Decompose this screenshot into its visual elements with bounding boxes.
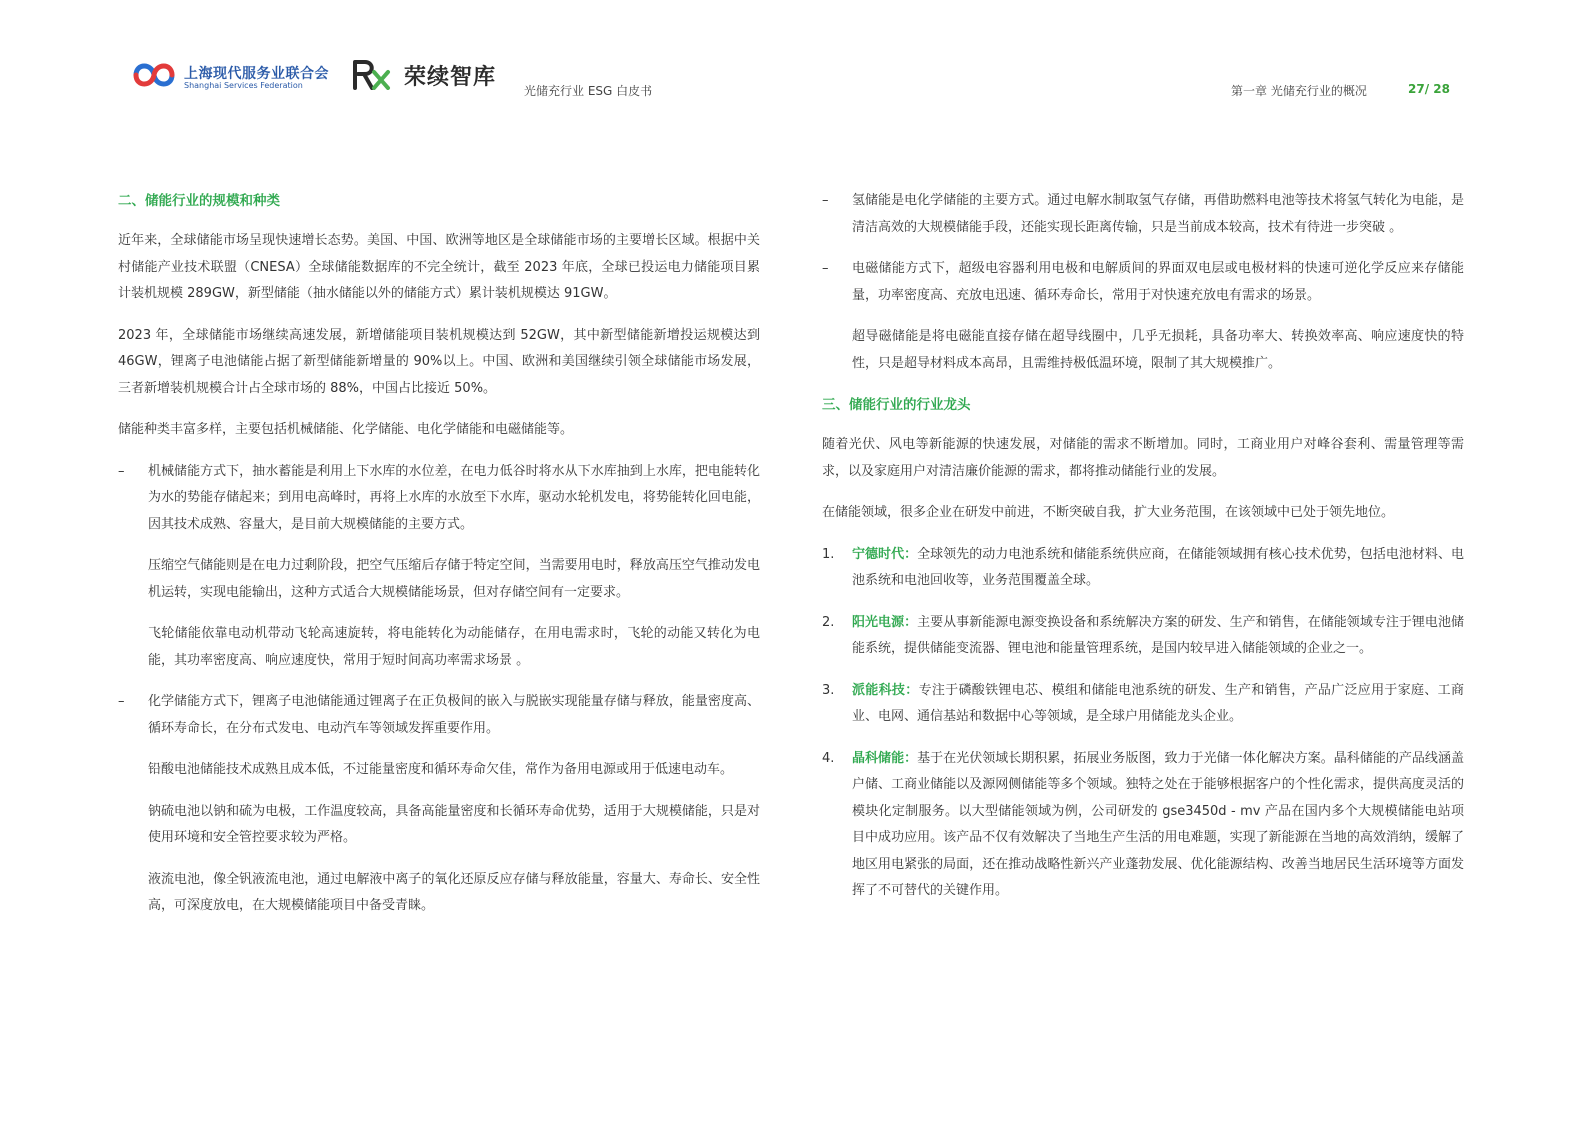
list-item-electromagnetic (822, 256, 1464, 309)
chemical-storage-text: 化学储能方式下，锂离子电池储能通过锂离子在正负极间的嵌入与脱嵌实现能量存储与释放，能量密度高、循环寿命长，在分布式发电、电动汽车等领域发挥重要作用。 (148, 694, 760, 736)
bullet-dash: – (118, 694, 125, 709)
paragraph-2023-market: 2023 年，全球储能市场继续高速发展，新增储能项目装机规模达到 52GW，其中新型储能新增投运规模达到 46GW，锂离子电池储能占据了新型储能新增量的 90%以上。中国、欧洲和美国继续引领全球储能市场发展，三者新增装机规模合计占全球市场的 88%，中国占比接近 50%。 (118, 327, 760, 396)
company-description: 主要从事新能源电源变换设备和系统解决方案的研发、生产和销售，在储能领域专注于锂电池储能系统，提供储能变流器、锂电池和能量管理系统，是国内较早进入储能领域的企业之一。 (852, 614, 1464, 656)
mechanical-storage-text: 机械储能方式下，抽水蓄能是利用上下水库的水位差，在电力低谷时将水从下水库抽到上水库，把电能转化为水的势能存储起来；到用电高峰时，再将上水库的水放至下水库，驱动水轮机发电，将势能转化回电能，因其技术成熟、容量大，是目前大规模储能的主要方式。 (148, 463, 760, 532)
flywheel-text: 飞轮储能依靠电动机带动飞轮高速旋转，将电能转化为动能储存，在用电需求时，飞轮的动能又转化为电能，其功率密度高、响应速度快，常用于短时间高功率需求场景 。 (148, 626, 760, 668)
right-column (822, 188, 1464, 920)
document-title: 光储充行业 ESG 白皮书 (524, 84, 653, 98)
chapter-title: 第一章 光储充行业的概况 (1231, 84, 1367, 98)
company-name: 晶科储能： (852, 750, 918, 766)
list-number: 3. (822, 682, 835, 698)
company-description: 专注于磷酸铁锂电芯、模组和储能电池系统的研发、生产和销售，产品广泛应用于家庭、工商业、电网、通信基站和数据中心等领域，是全球户用储能龙头企业。 (852, 682, 1464, 724)
lead-acid-text: 铅酸电池储能技术成熟且成本低，不过能量密度和循环寿命欠佳，常作为备用电源或用于低速电动车。 (148, 762, 734, 777)
electromagnetic-storage-text: 电磁储能方式下，超级电容器利用电极和电解质间的界面双电层或电极材料的快速可逆化学反应来存储能量，功率密度高、充放电迅速、循环寿命长，常用于对快速充放电有需求的场景。 (852, 261, 1464, 303)
bullet-dash: – (822, 193, 829, 208)
paragraph-demand: 随着光伏、风电等新能源的快速发展，对储能的需求不断增加。同时，工商业用户对峰谷套利、需量管理等需求，以及家庭用户对清洁廉价能源的需求，都将推动储能行业的发展。 (822, 437, 1464, 479)
list-item-company (822, 610, 1464, 663)
company-name: 阳光电源： (852, 614, 918, 630)
federation-knot-icon (130, 57, 178, 93)
rongxu-name: 荣续智库 (404, 65, 497, 90)
list-item-company (822, 542, 1464, 595)
company-description: 全球领先的动力电池系统和储能系统供应商，在储能领域拥有核心技术优势，包括电池材料、电池系统和电池回收等，业务范围覆盖全球。 (852, 546, 1464, 588)
flow-battery-text: 液流电池，像全钒液流电池，通过电解液中离子的氧化还原反应存储与释放能量，容量大、寿命长、安全性高，可深度放电，在大规模储能项目中备受青睐。 (148, 871, 760, 913)
shanghai-services-federation-logo (130, 57, 330, 97)
section-heading-scale: 二、储能行业的规模和种类 (118, 193, 280, 209)
left-column (118, 188, 760, 935)
paragraph-market-growth: 近年来，全球储能市场呈现快速增长态势。美国、中国、欧洲等地区是全球储能市场的主要增长区域。根据中关村储能产业技术联盟（CNESA）全球储能数据库的不完全统计，截至 2023 年底，全球已投运电力储能项目累计装机规模 289GW，新型储能（抽水储能以外的储能方式）累计装机规模达 91GW。 (118, 233, 760, 301)
company-description: 基于在光伏领域长期积累，拓展业务版图，致力于光储一体化解决方案。晶科储能的产品线涵盖户储、工商业储能以及源网侧储能等多个领域。独特之处在于能够根据客户的个性化需求，提供高度灵活的模块化定制服务。以大型储能领域为例，公司研发的 gse3450d - mv 产品在国内多个大规模储能电站项目中成功应用。该产品不仅有效解决了当地生产生活的用电难题，实现了新能源在当地的高效消纳，缓解了地区用电紧张的局面，还在推动战略性新兴产业蓬勃发展、优化能源结构、改善当地居民生活环境等方面发挥了不可替代的关键作用。 (852, 750, 1464, 898)
company-name: 宁德时代： (852, 546, 918, 562)
hydrogen-storage-text: 氢储能是电化学储能的主要方式。通过电解水制取氢气存储，再借助燃料电池等技术将氢气转化为电能，是清洁高效的大规模储能手段，还能实现长距离传输，只是当前成本较高，技术有待进一步突破 。 (852, 193, 1464, 235)
section-heading-leaders: 三、储能行业的行业龙头 (822, 397, 971, 413)
list-number: 1. (822, 546, 835, 562)
bullet-dash: – (822, 261, 829, 276)
sodium-sulfur-text: 钠硫电池以钠和硫为电极，工作温度较高，具备高能量密度和长循环寿命优势，适用于大规模储能，只是对使用环境和安全管控要求较为严格。 (148, 803, 760, 845)
list-item-company (822, 746, 1464, 905)
compressed-air-text: 压缩空气储能则是在电力过剩阶段，把空气压缩后存储于特定空间，当需要用电时，释放高压空气推动发电机运转，实现电能输出，这种方式适合大规模储能场景，但对存储空间有一定要求。 (148, 558, 760, 600)
rx-mark-icon (352, 58, 392, 90)
federation-name-cn: 上海现代服务业联合会 (184, 66, 329, 82)
rongxu-think-tank-logo (352, 56, 522, 96)
list-item-mechanical (118, 459, 760, 539)
paragraph-storage-types: 储能种类丰富多样，主要包括机械储能、化学储能、电化学储能和电磁储能等。 (118, 422, 574, 437)
paragraph-leading-firms: 在储能领域，很多企业在研发中前进，不断突破自我，扩大业务范围，在该领域中已处于领先地位。 (822, 505, 1395, 520)
list-number: 4. (822, 750, 835, 766)
list-number: 2. (822, 614, 835, 630)
page-number: 27/ 28 (1408, 82, 1450, 96)
list-item-chemical (118, 689, 760, 742)
bullet-dash: – (118, 463, 125, 479)
company-name: 派能科技： (852, 682, 919, 698)
list-item-hydrogen (822, 188, 1464, 241)
superconducting-text: 超导磁储能是将电磁能直接存储在超导线圈中，几乎无损耗，具备功率大、转换效率高、响应速度快的特性，只是超导材料成本高昂，且需维持极低温环境，限制了其大规模推广。 (852, 329, 1464, 371)
federation-name-en: Shanghai Services Federation (184, 81, 303, 90)
page-header (0, 0, 1588, 110)
list-item-company (822, 678, 1464, 731)
